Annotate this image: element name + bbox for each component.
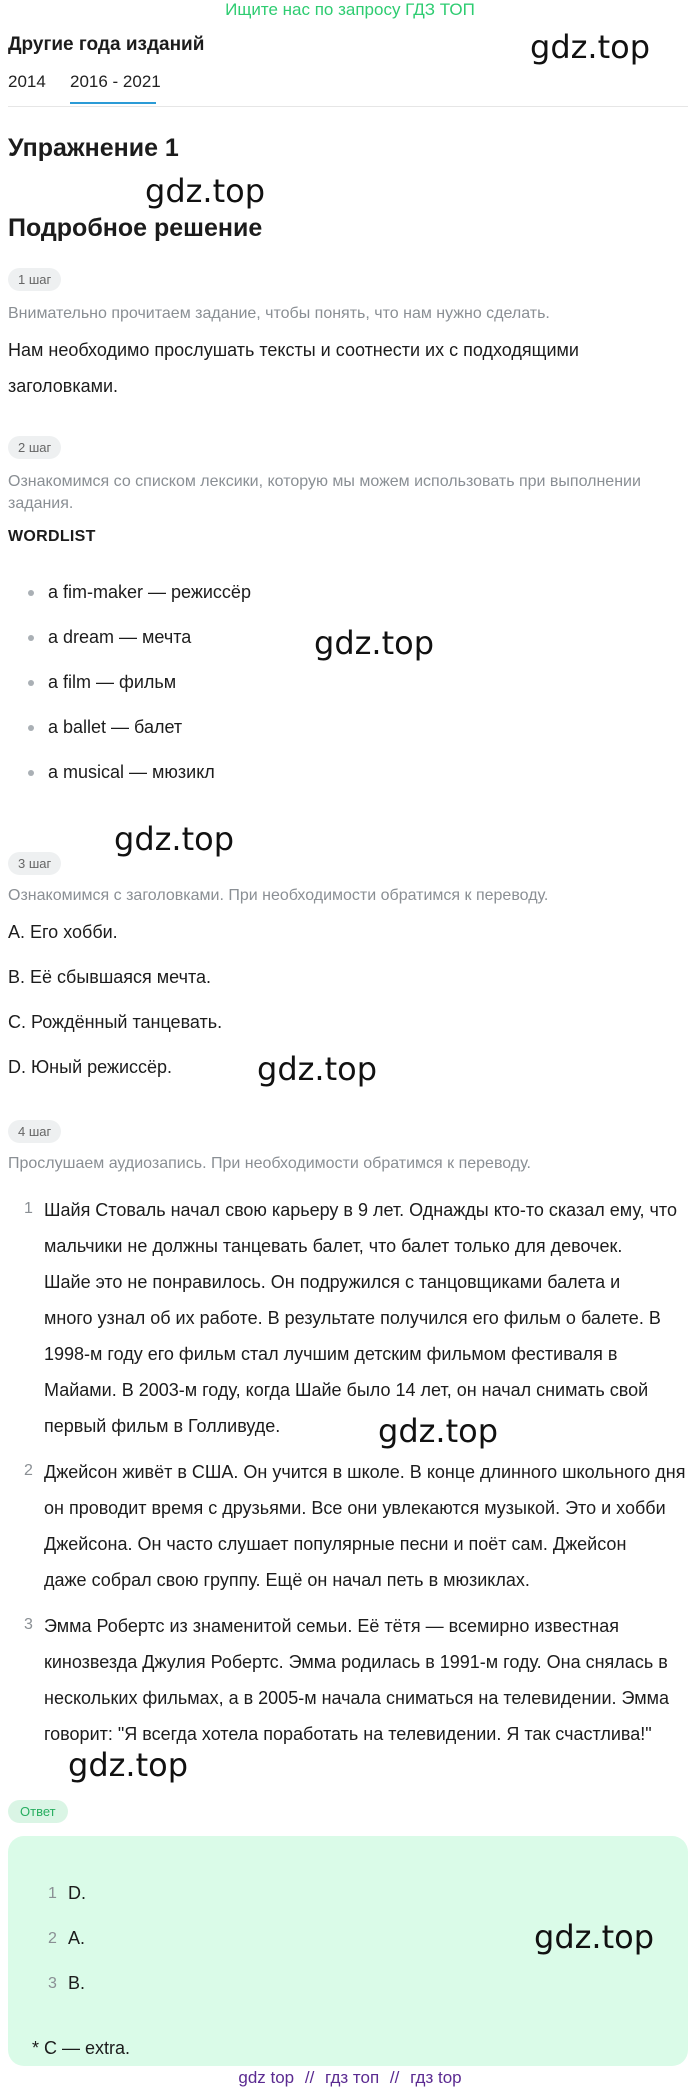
paragraph-line: Джейсон живёт в США. Он учится в школе. В конце длинного школьного дня	[44, 1462, 686, 1482]
exercise-title: Упражнение 1	[8, 134, 179, 162]
active-tab-underline	[70, 102, 156, 104]
watermark: gdz.top	[145, 172, 266, 210]
paragraph-2	[44, 1454, 690, 1598]
word-item: a ballet — балет	[48, 717, 183, 737]
answer-number: 3	[48, 1975, 57, 1992]
paragraph-line: Джейсона. Он часто слушает популярные песни и поёт сам. Джейсон	[44, 1534, 627, 1554]
answer-number: 2	[48, 1930, 57, 1947]
word-item: a film — фильм	[48, 672, 177, 692]
word-item: a dream — мечта	[48, 627, 192, 647]
paragraph-3	[44, 1608, 690, 1752]
paragraph-line: Эмма Робертс из знаменитой семьи. Её тётя — всемирно известная	[44, 1616, 619, 1636]
step-3-hint: Ознакомимся с заголовками. При необходимости обратимся к переводу.	[8, 887, 549, 904]
paragraph-line: много узнал об их работе. В результате получился его фильм о балете. В	[44, 1308, 661, 1328]
watermark: gdz.top	[314, 624, 435, 662]
paragraph-line: Шайя Стоваль начал свою карьеру в 9 лет. Однажды кто-то сказал ему, что	[44, 1200, 677, 1220]
answer-number: 1	[48, 1885, 57, 1902]
step-1-text-line-1: Нам необходимо прослушать тексты и соотнести их с подходящими	[8, 340, 579, 360]
step-4-hint: Прослушаем аудиозапись. При необходимости обратимся к переводу.	[8, 1155, 531, 1172]
top-banner: Ищите нас по запросу ГДЗ ТОП	[225, 0, 475, 19]
footer-link-1[interactable]: gdz top	[238, 2068, 295, 2087]
watermark: gdz.top	[378, 1412, 499, 1450]
bullet	[28, 680, 34, 686]
paragraph-line: нескольких фильмах, а в 2005-м начала сниматься на телевидении. Эмма	[44, 1688, 669, 1708]
paragraph-line: Майами. В 2003-м году, когда Шайе было 14 лет, он начал снимать свой	[44, 1380, 649, 1400]
watermark: gdz.top	[534, 1918, 655, 1956]
footer-separator: //	[304, 2068, 315, 2087]
paragraph-number: 2	[24, 1462, 33, 1479]
watermark: gdz.top	[257, 1050, 378, 1088]
footer-link-3[interactable]: гдз top	[410, 2068, 462, 2087]
step-2-hint-line-1: Ознакомимся со списком лексики, которую мы можем использовать при выполнении	[8, 473, 641, 490]
footer-link-2[interactable]: гдз топ	[325, 2068, 380, 2087]
paragraph-line: говорит: "Я всегда хотела поработать на телевидении. Я так счастлива!"	[44, 1724, 652, 1744]
bullet	[28, 725, 34, 731]
step-2-badge: 2 шаг	[8, 436, 61, 459]
heading-a: A. Его хобби.	[8, 922, 118, 942]
paragraph-line: даже собрал свою группу. Ещё он начал петь в мюзиклах.	[44, 1570, 530, 1590]
bullet	[28, 635, 34, 641]
answer-value: A.	[68, 1928, 86, 1948]
word-item: a musical — мюзикл	[48, 762, 215, 782]
paragraph-number: 3	[24, 1616, 33, 1633]
paragraph-line: кинозвезда Джулия Робертс. Эмма родилась в 1991-м году. Она снялась в	[44, 1652, 668, 1672]
paragraph-line: мальчики не должны танцевать балет, что балет только для девочек.	[44, 1236, 623, 1256]
footer-separator: //	[389, 2068, 400, 2087]
bullet	[28, 770, 34, 776]
step-3-badge: 3 шаг	[8, 852, 61, 875]
bullet	[28, 590, 34, 596]
answer-badge: Ответ	[8, 1800, 68, 1823]
answer-value: D.	[68, 1883, 86, 1903]
paragraph-line: он проводит время с друзьями. Все они увлекаются музыкой. Это и хобби	[44, 1498, 666, 1518]
year-tab-2016-2021[interactable]: 2016 - 2021	[70, 72, 161, 91]
answer-value: B.	[68, 1973, 86, 1993]
watermark: gdz.top	[68, 1746, 189, 1784]
answer-note: * C — extra.	[32, 2038, 131, 2058]
step-1-hint: Внимательно прочитаем задание, чтобы понять, что нам нужно сделать.	[8, 305, 550, 322]
year-tab-2014[interactable]: 2014	[8, 72, 46, 91]
heading-d: D. Юный режиссёр.	[8, 1057, 173, 1077]
step-1-text-line-2: заголовками.	[8, 376, 119, 396]
heading-c: C. Рождённый танцевать.	[8, 1012, 223, 1032]
paragraph-line: 1998-м году его фильм стал лучшим детским фильмом фестиваля в	[44, 1344, 618, 1364]
watermark: gdz.top	[114, 820, 235, 858]
solution-title: Подробное решение	[8, 214, 263, 242]
footer-links	[0, 2068, 700, 2088]
paragraph-1	[44, 1192, 690, 1444]
heading-b: B. Её сбывшаяся мечта.	[8, 967, 212, 987]
word-item: a fim-maker — режиссёр	[48, 582, 251, 602]
step-1-badge: 1 шаг	[8, 268, 61, 291]
watermark: gdz.top	[530, 28, 651, 66]
paragraph-line: первый фильм в Голливуде.	[44, 1416, 281, 1436]
paragraph-number: 1	[24, 1200, 33, 1217]
step-2-hint-line-2: задания.	[8, 495, 74, 512]
divider	[8, 106, 688, 107]
wordlist-title: WORDLIST	[8, 528, 96, 545]
step-4-badge: 4 шаг	[8, 1120, 61, 1143]
paragraph-line: Шайе это не понравилось. Он подружился с танцовщиками балета и	[44, 1272, 621, 1292]
other-years-heading: Другие года изданий	[8, 34, 205, 55]
